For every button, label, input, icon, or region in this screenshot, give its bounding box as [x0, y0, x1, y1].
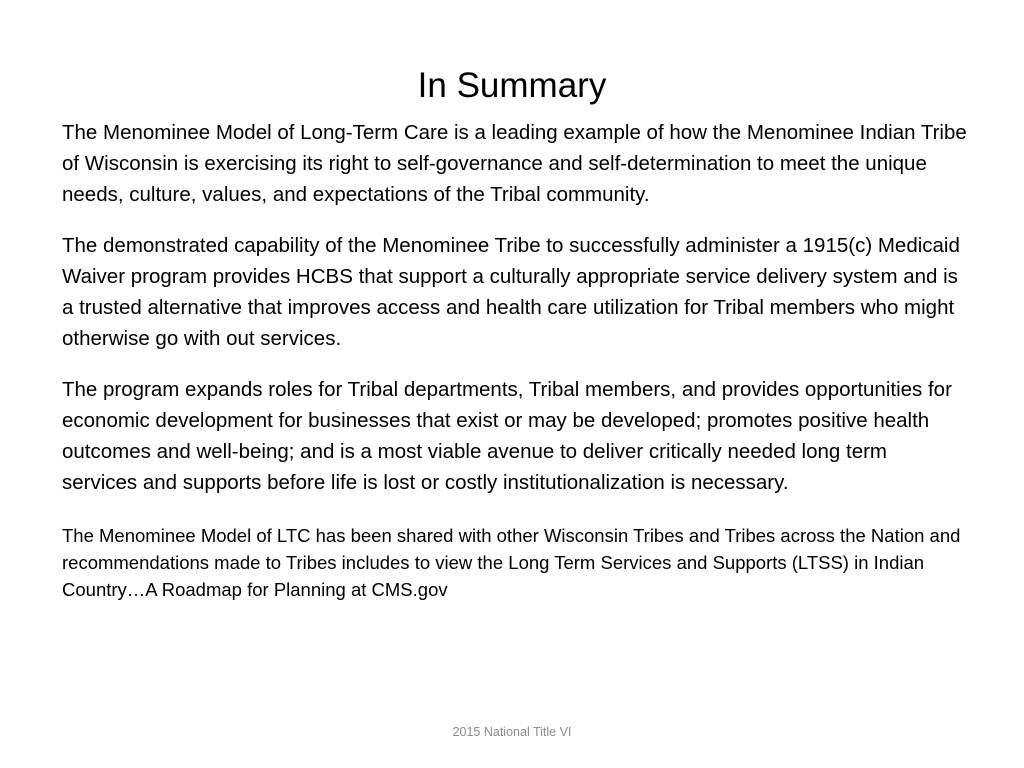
- paragraph-demonstrated-capability: The demonstrated capability of the Menominee Tribe to successfully administer a 1915(c) Medicaid Waiver program provides HCBS that support a culturally appropriate service delivery system and is a trusted alternative that improves access and health care utilization for Tribal members who might otherwise go with out services.: [62, 234, 960, 350]
- slide-title: In Summary: [417, 66, 607, 106]
- slide-body: [62, 117, 967, 603]
- paragraph-ltc-shared: The Menominee Model of LTC has been shared with other Wisconsin Tribes and Tribes across the Nation and recommendations made to Tribes includes to view the Long Term Services and Supports (LTSS) in Indian Country…A Roadmap for Planning at CMS.gov: [62, 525, 961, 600]
- slide-footer: 2015 National Title VI: [452, 725, 572, 739]
- paragraph-menominee-model: The Menominee Model of Long-Term Care is a leading example of how the Menominee Indian Tribe of Wisconsin is exercising its right to self-governance and self-determination to meet the unique needs, culture, values, and expectations of the Tribal community.: [62, 121, 967, 206]
- paragraph-program-expands: The program expands roles for Tribal departments, Tribal members, and provides opportunities for economic development for businesses that exist or may be developed; promotes positive health outcomes and well-being; and is a most viable avenue to deliver critically needed long term services and supports before life is lost or costly institutionalization is necessary.: [62, 378, 952, 494]
